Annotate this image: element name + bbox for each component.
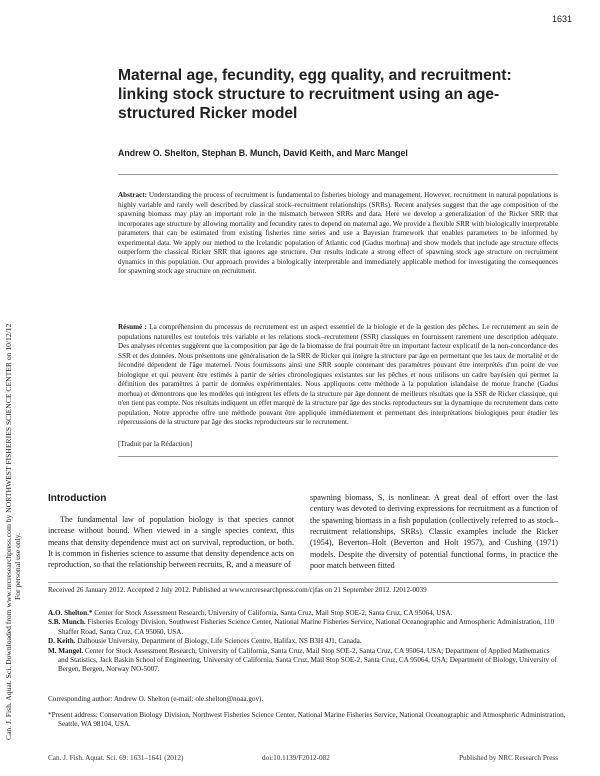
abstract-bottom-rule [118, 456, 558, 457]
doi: doi:10.1139/F2012-082 [262, 754, 330, 762]
affiliations [48, 609, 558, 675]
received-dates [48, 586, 558, 595]
resume-label: Résumé : [118, 323, 147, 331]
download-note-line-2: For personal use only. [13, 533, 23, 600]
corresponding-author: Corresponding author: Andrew O. Shelton (e-mail: ole.shelton@noaa.gov). [48, 695, 264, 703]
affiliation-munch: S.B. Munch. Fisheries Ecology Division, Southwest Fisheries Science Center, National Marine Fisheries Service, National Oceanographic and Atmospheric Administration, 110 Shaffer Road, Santa Cruz, CA 95060, USA. [48, 618, 555, 636]
abstract-label: Abstract: [118, 191, 147, 199]
article-title: Maternal age, fecundity, egg quality, and recruitment: linking stock structure to recruitment using an age-structured Ricker model [118, 67, 512, 122]
affiliation-shelton: A.O. Shelton.* Center for Stock Assessment Research, University of California, Santa Cruz, Mail Stop SOE-2, Santa Cruz, CA 95064, USA. [48, 609, 453, 617]
author-list: Andrew O. Shelton, Stephan B. Munch, David Keith, and Marc Mangel [118, 148, 408, 158]
affiliation-keith: D. Keith. Dalhousie University, Department of Biology, Life Sciences Centre, Halifax, NS B3H 4J1, Canada. [48, 637, 362, 646]
resume-text: La compréhension du processus de recrutement est un aspect essentiel de la biologie et de la gestion des pêches. Le recrutement au sein de populations naturelles est toutefois très variable et les relations stock–recrutement (SSR) classiques en fournissent rarement une description adéquate. Des analyses récentes suggèrent que la composition par âge de la biomasse de frai pourrait être un important facteur explicatif de la non-concordance des SSR et des données. Nous présentons une généralisation de la SRR de Ricker qui intègre la structure par âge en permettant que les taux de mortalité et de fécondité dépendent de l'âge maternel. Nous fournissons ainsi une SRR souple contenant des paramètres pouvant être interprétés d'un point de vue biologique et qui peuvent être estimés à partir de séries chronologiques existantes sur les pêches et nous utilisons un cadre bayésien qui permet la définition des paramètres à partir de données expérimentales. Nous appliquons cette méthode à la population islandaise de morue franche (Gadus morhua) et démontrons que les modèles qui intègrent les effets de la structure par âge donnent de meilleurs résultats que la SSR de Ricker classique, qui n'en tient pas compte. Nos résultats indiquent un effet marqué de la structure par âge des stocks reproducteurs sur la dynamique du recrutement dans cette population. Notre approche offre une méthode pouvant être appliquée immédiatement et permettant des interprétations biologiques pour étudier les répercussions de la structure par âge des stocks reproducteurs sur le recrutement. [118, 323, 558, 427]
resume [118, 323, 558, 428]
intro-column-left: The fundamental law of population biology is that species cannot increase without bound. When viewed in a single species context, this means that density dependence must act on survival, reproduction, or both. It is common in fisheries science to assume that density dependence acts on reproduction, so that the relationship between recruits, R, and a measure of [48, 515, 294, 570]
download-note-line-1: Can. J. Fish. Aquat. Sci. Downloaded from www.nrcresearchpress.com by NORTHWEST FISHERIES SCIENCE CENTER on 10/12/12 [4, 323, 13, 740]
translation-note: [Traduit par la Rédaction] [118, 440, 193, 448]
footnote-rule [48, 582, 558, 583]
section-heading-introduction: Introduction [48, 493, 107, 504]
publisher: Published by NRC Research Press [458, 754, 558, 762]
journal-citation: Can. J. Fish. Aquat. Sci. 69: 1631–1641 (2012) [48, 754, 184, 762]
affiliation-mangel: M. Mangel. Center for Stock Assessment Research, University of California, Santa Cruz, Mail Stop SOE-2, Santa Cruz, CA 95064, USA; Department of Applied Mathematics and Statistics, Jack Baskin School of Engineering, University of California, Santa Cruz, Mail Stop SOE-2, Santa Cruz, CA 95064, USA; Department of Biology, University of Bergen, Bergen, Norway NO-5007. [48, 646, 557, 674]
abstract-text: Understanding the process of recruitment is fundamental to fisheries biology and management. However, recruitment in natural populations is highly variable and rarely well described by classical stock–recruitment relationships (SRRs). Recent analyses suggest that the age composition of the spawning biomass may play an important role in the mismatch between SRRs and data. Here we develop a generalization of the Ricker SRR that incorporates age structure by allowing mortality and fecundity rates to depend on maternal age. We provide a flexible SRR with biologically interpretable parameters that can be estimated from existing fisheries time series and use a Bayesian framework that enables parameters to be informed by experimental data. We apply our method to the Icelandic population of Atlantic cod (Gadus morhua) and show models that include age structure effects outperform the classical Ricker SRR that ignores age structure. Our results indicate a strong effect of spawning stock age structure on recruitment dynamics in this population. Our approach provides a biologically interpretable and immediately applicable method for investigating the consequences for spawning stock age structure on recruitment. [118, 191, 558, 276]
abstract [118, 191, 558, 277]
intro-column-right: spawning biomass, S, is nonlinear. A great deal of effort over the last century was devoted to deriving expressions for recruitment as a function of the spawning biomass in a fish population (collectively referred to as stock–recruitment relationships, SRRs). Classic examples include the Ricker (1954), Beverton–Holt (Beverton and Holt 1957), and Cushing (1971) models. Despite the diversity of potential functional forms, in practice the poor match between fitted [310, 493, 558, 571]
page-number: 1631 [551, 14, 572, 24]
present-address: *Present address: Conservation Biology Division, Northwest Fisheries Science Center, National Marine Fisheries Service, National Oceanographic and Atmospheric Administration, Seattle, WA 98104, USA. [48, 711, 566, 729]
received-line: Received 26 January 2012. Accepted 2 July 2012. Published at www.nrcresearchpress.com/cjfas on 21 September 2012. J2012-0039 [48, 586, 427, 594]
top-rule [118, 174, 558, 175]
